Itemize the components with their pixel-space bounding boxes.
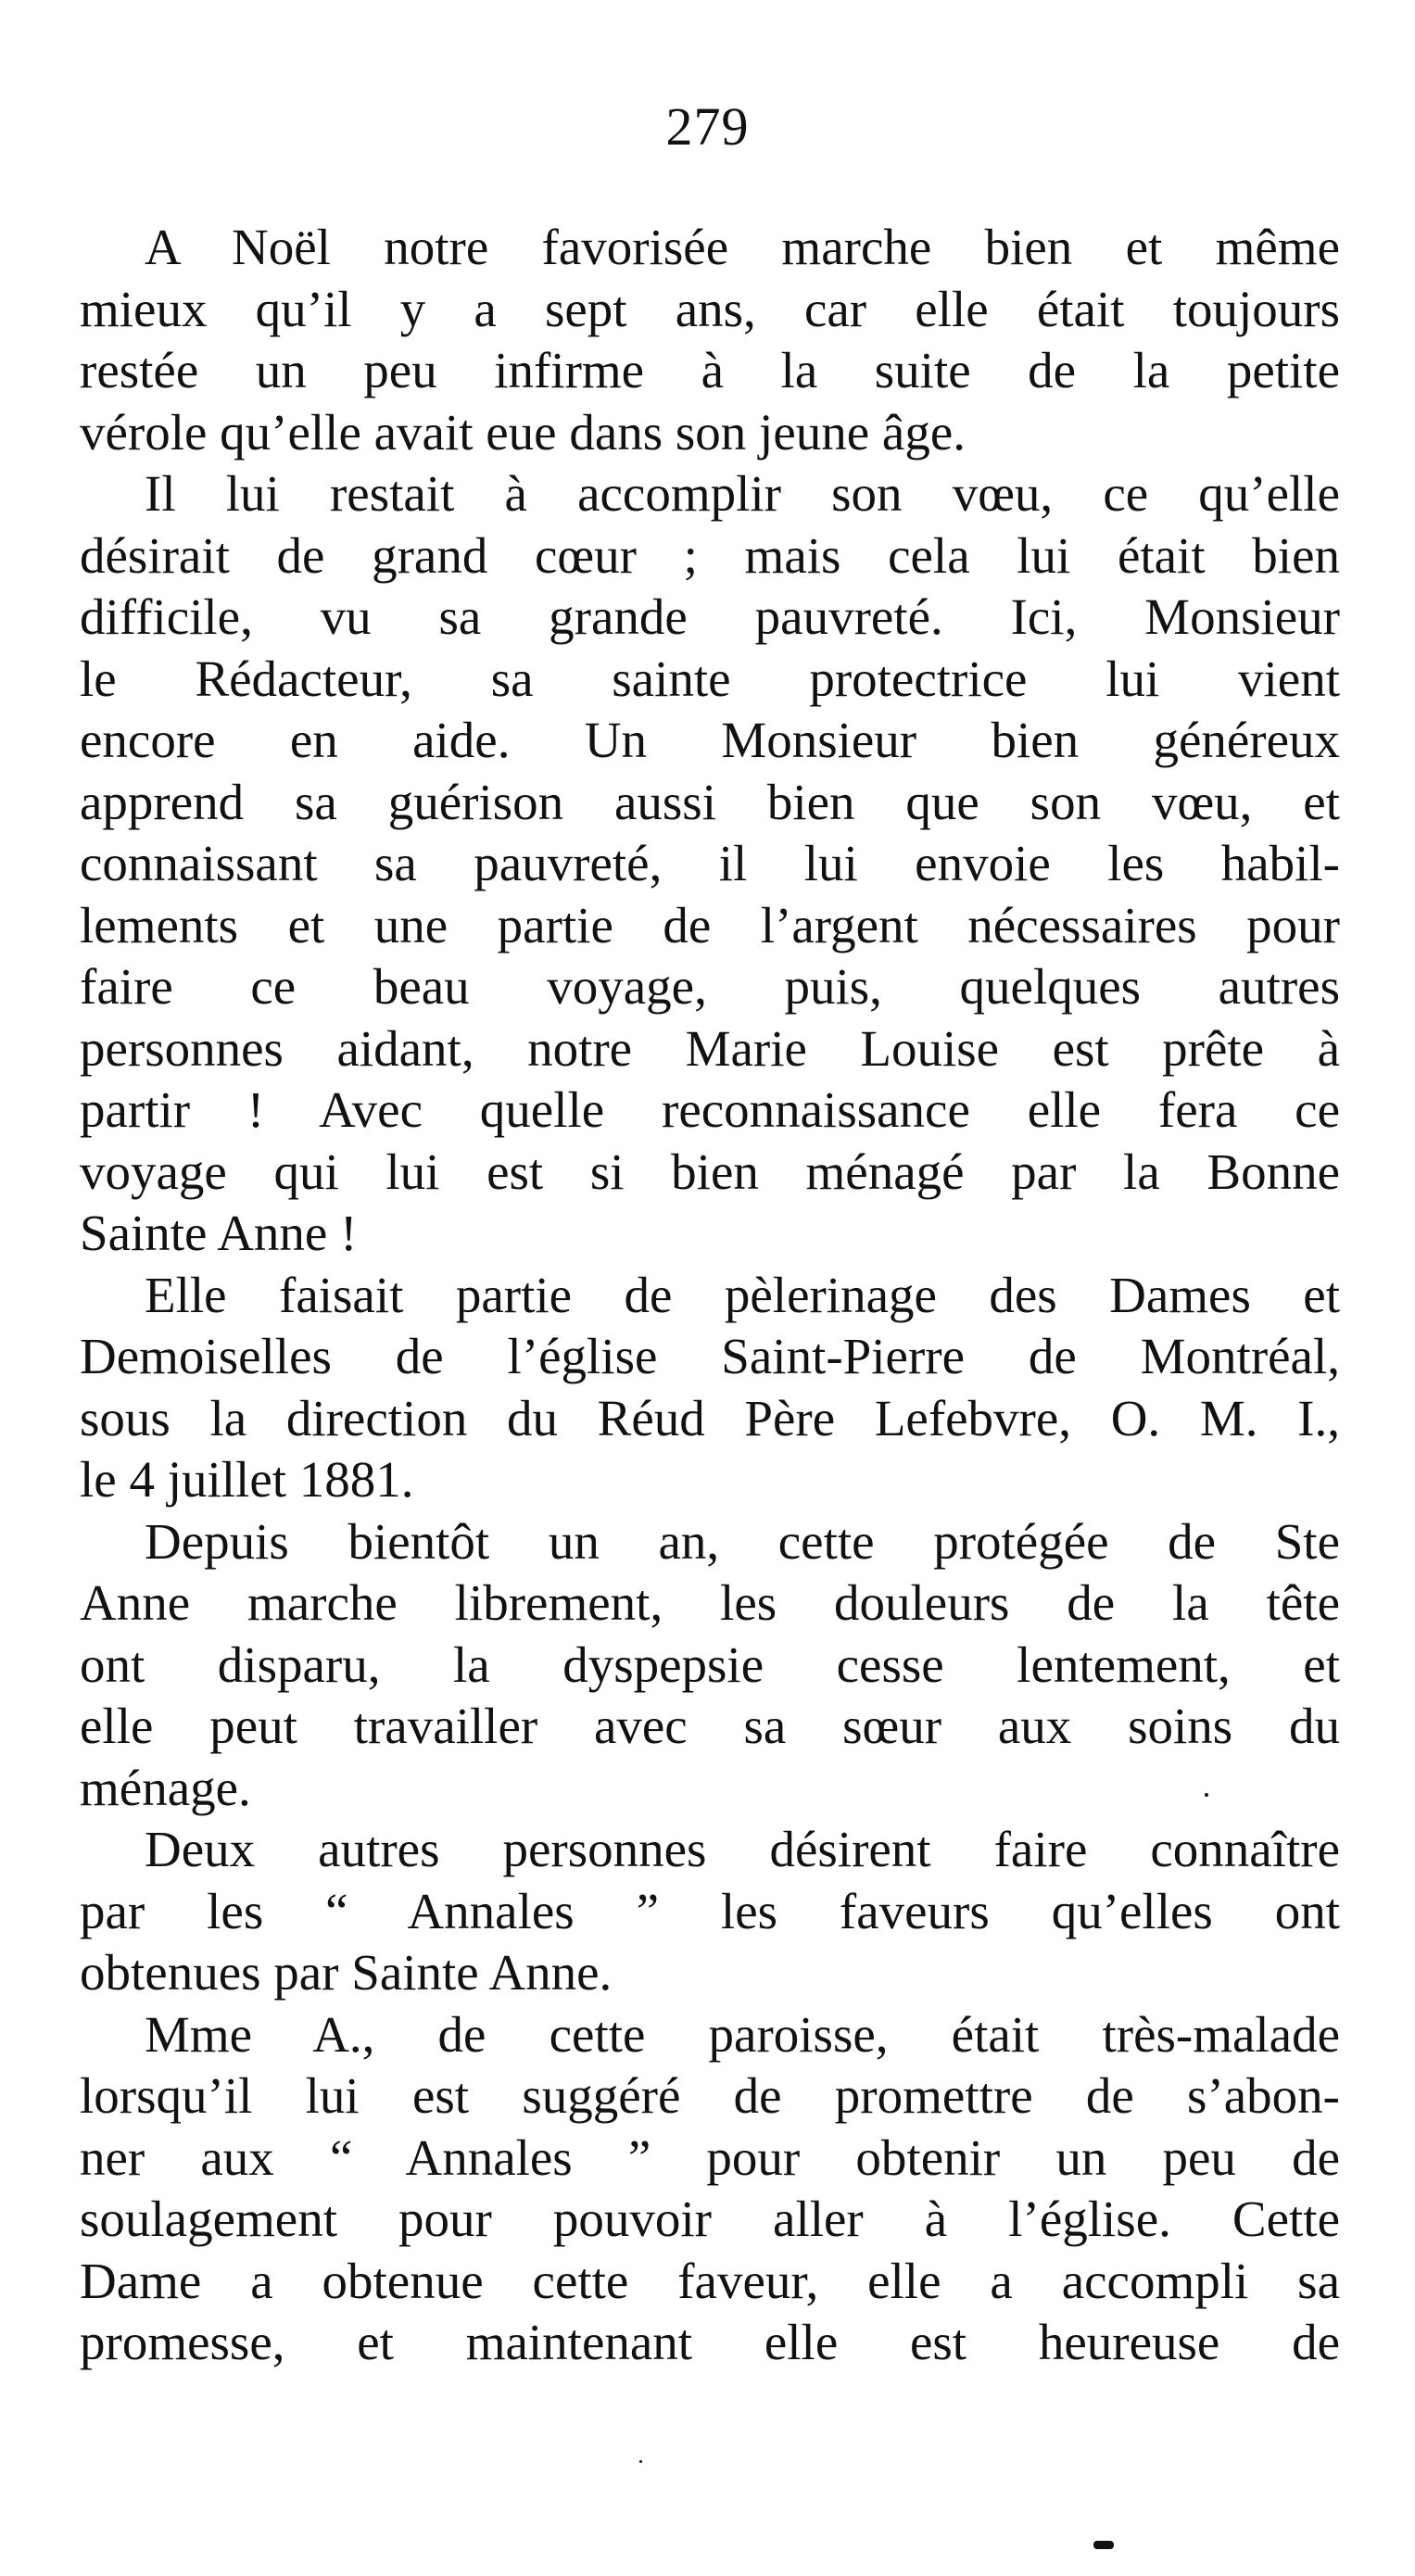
text-line: sous la direction du Réud Père Lefebvre, O. M. I., (80, 1389, 1340, 1446)
text-line: lements et une partie de l’argent nécessaires pour (80, 896, 1340, 953)
text-line: Anne marche librement, les douleurs de la tête (80, 1574, 1340, 1631)
text-line: Demoiselles de l’église Saint-Pierre de Montréal, (80, 1328, 1340, 1384)
text-line: elle peut travailler avec sa sœur aux soins du (80, 1698, 1340, 1754)
text-line: soulagement pour pouvoir aller à l’église. Cette (80, 2191, 1340, 2247)
text-line: apprend sa guérison aussi bien que son vœu, et (80, 773, 1340, 830)
text-line: mieux qu’il y a sept ans, car elle était toujours (80, 280, 1340, 337)
ink-mark (1093, 2541, 1114, 2549)
text-line: Sainte Anne ! (80, 1205, 358, 1261)
body-text (80, 217, 1340, 2374)
text-line: Depuis bientôt un an, cette protégée de Ste (145, 1512, 1340, 1570)
text-line: obtenues par Sainte Anne. (80, 1944, 613, 2001)
page-number: 279 (665, 96, 750, 157)
text-line: restée un peu infirme à la suite de la petite (80, 342, 1340, 398)
text-line: faire ce beau voyage, puis, quelques autres (80, 958, 1340, 1015)
text-line: partir ! Avec quelle reconnaissance elle fera ce (80, 1081, 1340, 1138)
text-line: difficile, vu sa grande pauvreté. Ici, Monsieur (80, 588, 1340, 645)
text-line: Deux autres personnes désirent faire connaître (145, 1821, 1340, 1877)
text-line: voyage qui lui est si bien ménagé par la Bonne (80, 1143, 1340, 1200)
text-line: le 4 juillet 1881. (80, 1451, 414, 1508)
text-line: Elle faisait partie de pèlerinage des Dames et (145, 1266, 1340, 1323)
text-line: A Noël notre favorisée marche bien et même (145, 219, 1340, 275)
text-line: vérole qu’elle avait eue dans son jeune âge. (80, 403, 966, 461)
text-line: ménage. (80, 1759, 251, 1816)
text-line: ner aux “ Annales ” pour obtenir un peu de (80, 2128, 1340, 2186)
text-line: désirait de grand cœur ; mais cela lui était bien (80, 526, 1340, 584)
text-line: Il lui restait à accomplir son vœu, ce qu’elle (145, 465, 1340, 522)
text-line: encore en aide. Un Monsieur bien généreux (80, 712, 1340, 768)
text-line: connaissant sa pauvreté, il lui envoie les habil- (80, 835, 1340, 891)
text-line: lorsqu’il lui est suggéré de promettre de s’abon- (80, 2067, 1340, 2124)
text-line: personnes aidant, notre Marie Louise est prête à (80, 1019, 1340, 1077)
text-line: le Rédacteur, sa sainte protectrice lui vient (80, 650, 1340, 707)
ink-speck (1205, 1793, 1208, 1797)
text-line: promesse, et maintenant elle est heureuse de (80, 2314, 1340, 2370)
text-line: par les “ Annales ” les faveurs qu’elles ont (80, 1882, 1340, 1939)
text-line: ont disparu, la dyspepsie cesse lentement, et (80, 1635, 1340, 1693)
text-line: Mme A., de cette paroisse, était très-malade (145, 2005, 1340, 2063)
ink-speck (639, 2460, 642, 2463)
text-line: Dame a obtenue cette faveur, elle a accompli sa (80, 2252, 1340, 2309)
